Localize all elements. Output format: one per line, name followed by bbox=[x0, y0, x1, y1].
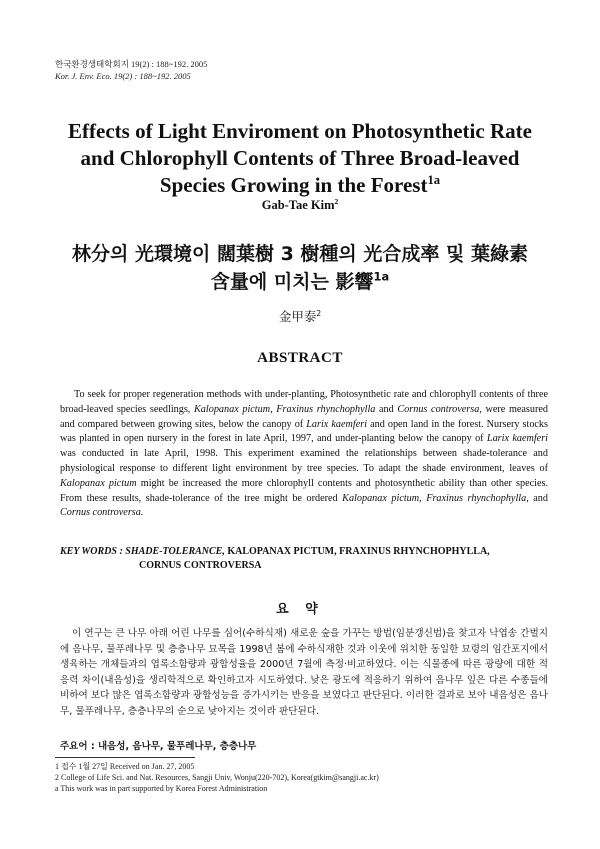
abstract-text: might be increased the more chlorophyll contents and photosynthetic ability than other species. From these results, shade-tolerance of the tree might be ordered bbox=[60, 477, 549, 504]
journal-citation-korean: 한국환경생태학회지 19(2) : 188~192. 2005 bbox=[55, 59, 208, 69]
paper-title-line-2: and Chlorophyll Contents of Three Broad-leaved bbox=[80, 146, 520, 170]
keywords-label: KEY WORDS : SHADE-TOLERANCE, bbox=[60, 546, 225, 557]
korean-keywords: 주요어 : 내음성, 음나무, 물푸레나무, 층층나무 bbox=[60, 741, 257, 752]
footnote-divider bbox=[55, 757, 195, 758]
abstract-species-name: Cornus controversa. bbox=[60, 507, 144, 519]
abstract-species-name: Cornus controversa, bbox=[397, 403, 482, 415]
korean-author bbox=[0, 307, 600, 325]
footnote-funding: a This work was in part supported by Korea Forest Administration bbox=[55, 784, 268, 793]
paper-title-line-3 bbox=[40, 172, 560, 199]
keywords-text-1: KALOPANAX PICTUM, FRAXINUS RHYNCHOPHYLLA, bbox=[224, 546, 490, 557]
abstract-text: To seek for proper regeneration methods with under-planting, Photosynthetic rate and chlorophyll contents of three broad-leaved species seedlings, bbox=[60, 389, 548, 415]
korean-title bbox=[40, 240, 560, 296]
abstract-species-name: Kalopanax pictum, Fraxinus rhynchophylla, bbox=[342, 492, 529, 504]
abstract-text: were measured and compared between growing sites, below the canopy of bbox=[60, 403, 548, 430]
footnote-affiliation: 2 College of Life Sci. and Nat. Resources, Sangji Univ, Wonju(220-702), Korea(gtkim@sangji.ac.kr) bbox=[55, 773, 379, 782]
abstract-species-name: Larix kaemferi bbox=[306, 418, 368, 430]
footnote-received: 1 접수 1월 27일 Received on Jan. 27, 2005 bbox=[55, 762, 195, 771]
korean-title-footnote-mark: 1a bbox=[373, 269, 390, 284]
author-name: Gab-Tae Kim bbox=[261, 198, 335, 212]
paper-title-line-1: Effects of Light Enviroment on Photosynthetic Rate bbox=[68, 119, 532, 143]
abstract-text: and bbox=[528, 492, 548, 504]
paper-title-line-3-text: Species Growing in the Forest bbox=[159, 173, 428, 197]
abstract-paragraph bbox=[60, 388, 548, 521]
abstract-species-name: Kalopanax pictum, Fraxinus rhynchophylla bbox=[194, 403, 376, 415]
korean-title-line-1: 林分의 光環境이 闊葉樹 3 樹種의 光合成率 및 葉綠素 bbox=[72, 243, 528, 265]
korean-abstract-body bbox=[60, 626, 548, 720]
title-footnote-mark: 1a bbox=[427, 173, 441, 187]
author bbox=[0, 198, 600, 213]
abstract-text: and open land in the forest. Nursery stocks was planted in open nursery in the forest in late April, 1997, and under-planting below the canopy of bbox=[60, 418, 548, 445]
abstract-body bbox=[60, 388, 548, 521]
abstract-text: was conducted in late April, 1998. This experiment examined the relationships between shade-tolerance and physiological response to different light environment by tree species. To adapt the shade environment, leaves of bbox=[60, 448, 548, 474]
journal-header bbox=[55, 58, 207, 82]
korean-title-line-2-text: 含量에 미치는 影響 bbox=[210, 271, 374, 293]
abstract-text: and bbox=[375, 403, 398, 415]
abstract-species-name: Kalopanax pictum bbox=[60, 477, 137, 489]
korean-abstract-heading: 요 약 bbox=[276, 602, 324, 617]
abstract-species-name: Larix kaemferi bbox=[486, 433, 548, 445]
journal-citation-english: Kor. J. Env. Eco. 19(2) : 188~192. 2005 bbox=[55, 71, 191, 81]
korean-title-line-2 bbox=[40, 268, 560, 296]
korean-author-name: 金甲泰 bbox=[278, 309, 317, 324]
paper-title bbox=[40, 118, 560, 199]
author-footnote-mark: 2 bbox=[334, 196, 339, 206]
keywords bbox=[60, 545, 560, 573]
korean-author-footnote-mark: 2 bbox=[316, 308, 322, 318]
keywords-line-1 bbox=[60, 545, 560, 559]
korean-abstract-paragraph: 이 연구는 큰 나무 아래 어린 나무를 심어(수하식재) 새로운 숲을 가꾸는 방법(임분갱신법)을 찾고자 낙엽송 간벌지에 음나무, 물푸레나무 및 층층나무 묘목을 1998년 봄에 수하식재한 것과 이웃에 위치한 동일한 묘령의 임간포지에서 생육하는 개체들과의 엽록소함량과 광합성율을 2000년 7월에 측정·비교하였다. 이는 식물종에 따른 광량에 대한 적응력 차이(내음성)을 생리학적으로 확인하고자 시도하였다. 낮은 광도에 적응하기 위하여 음나무 잎은 다른 수종들에 비하여 보다 많은 엽록소함량과 광합성능을 증가시키는 반응을 보였다고 판단된다. 이러한 결과로 보아 내음성은 음나무, 물푸레나무, 층층나무의 순으로 낮아지는 것이라 판단된다. bbox=[60, 628, 548, 717]
footnotes bbox=[55, 761, 555, 794]
abstract-heading: ABSTRACT bbox=[257, 350, 343, 366]
keywords-line-2: CORNUS CONTROVERSA bbox=[139, 560, 262, 571]
